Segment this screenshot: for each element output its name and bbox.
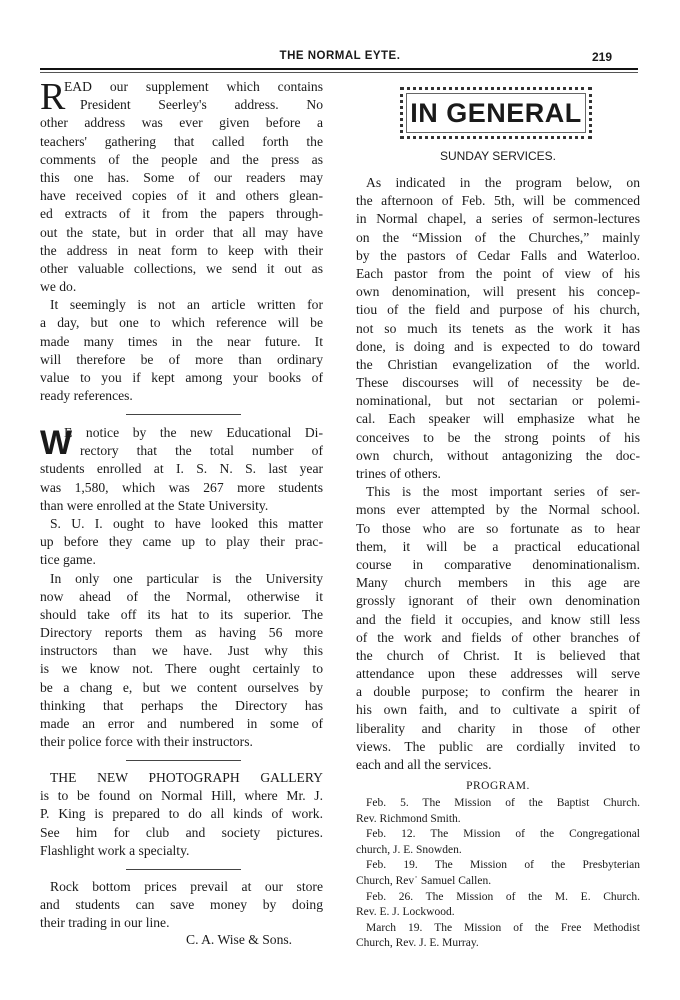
text-line: a double purpose; to confirm the hearer in (356, 684, 640, 700)
text-line: their police force with their instructors. (40, 734, 253, 750)
paragraph (356, 483, 640, 774)
text-line: is to be found on Normal Hill, where Mr. J. (40, 788, 323, 804)
text-line: In only one particular is the University (50, 570, 323, 586)
page-number: 219 (592, 50, 613, 64)
text-line: See him for club and society pictures. (40, 824, 323, 840)
text-line: not so much its tenets as the work it has (356, 320, 640, 336)
text-line: now ahead of the Normal, otherwise it (40, 588, 323, 604)
paragraph (40, 570, 323, 752)
text-line: up before they came up to play their prac- (40, 534, 323, 550)
text-line: grossly ignorant of their own denomination (356, 593, 640, 609)
text-line: in Normal chapel, a series of sermon-lectures (356, 211, 640, 227)
text-line: the Christian evangelization of the world. (356, 356, 640, 372)
text-line: we do. (40, 279, 77, 295)
text-line: a day, but one to which reference will be (40, 315, 323, 331)
text-line: out the state, but in order that all may have (40, 224, 323, 240)
text-line: their trading in our line. (40, 915, 170, 931)
text-line: Feb. 19. The Mission of the Presbyterian (366, 859, 640, 872)
text-line: nominational, but not sectarian or polemi- (356, 393, 640, 409)
text-line: These discourses will of necessity be de- (356, 375, 640, 391)
section-banner: IN GENERAL (400, 87, 592, 139)
text-line: Directory reports them as having 56 more (40, 625, 323, 641)
text-line: ready references. (40, 388, 133, 404)
text-line: ed extracts of it from the papers through- (40, 206, 323, 222)
text-line: It seemingly is not an article written for (50, 297, 323, 313)
text-line: each and all the services. (356, 757, 492, 772)
text-line: Many church members in this age are (356, 575, 640, 591)
text-line: value to you if kept among your books of (40, 370, 323, 385)
text-line: own church, without antagonizing the doc- (356, 447, 640, 463)
text-line: teachers' gathering that called forth the (40, 133, 323, 149)
program-list (356, 796, 640, 952)
paragraph (40, 769, 323, 860)
text-line: trines of others. (356, 466, 441, 481)
text-line: by the pastors of Cedar Falls and Waterloo. (356, 247, 640, 263)
text-line: will therefore be of more than ordinary (40, 351, 323, 367)
article-photograph-gallery (40, 769, 323, 860)
text-line: should take off its hat to its superior. The (40, 606, 323, 622)
divider (126, 414, 241, 415)
program-entry (356, 827, 640, 858)
text-line: This is the most important series of ser- (366, 484, 640, 500)
text-line: was 1,580, which was 267 more students (40, 479, 323, 495)
text-line: THE NEW PHOTOGRAPH GALLERY (50, 770, 323, 785)
text-line: attendance upon these addresses will serve (356, 666, 640, 682)
text-line: be a chang e, but we content ourselves by (40, 679, 323, 695)
text-line: Each pastor from the point of view of his (356, 265, 640, 281)
text-line: instructors than we have. Just why this (40, 643, 323, 659)
text-line: and the field it occupies, and know still less (356, 611, 640, 627)
text-line: this one has. Some of our readers may (40, 169, 323, 185)
article-wise-sons (40, 878, 323, 933)
text-line: E notice by the new Educational Di- (64, 425, 323, 440)
text-line: President Seerley's address. No (80, 97, 323, 113)
program-entry (356, 921, 640, 952)
text-line: done, is doing and is expected to do toward (356, 338, 640, 354)
text-line: and students can save money by doing (40, 897, 323, 913)
text-line: than were enrolled at the State University. (40, 497, 269, 513)
text-line: Feb. 5. The Mission of the Baptist Church. (366, 797, 640, 809)
text-line: his own faith, and to cultivate a spirit of (356, 702, 640, 718)
paragraph (40, 296, 323, 405)
text-line: other valuable collections, we send it out as (40, 260, 323, 276)
text-line: Rev. Richmond Smith. (356, 812, 461, 825)
text-line: of the work and fields of other branches of (356, 629, 640, 645)
text-line: cal. Each speaker will emphasize what he (356, 411, 640, 427)
text-line: P. King is prepared to do all kinds of work. (40, 806, 323, 822)
subheading: SUNDAY SERVICES. (439, 149, 557, 163)
text-line: S. U. I. ought to have looked this matter (50, 515, 323, 531)
divider (126, 869, 241, 870)
text-line: made an error and numbered in some of (40, 716, 323, 731)
text-line: students enrolled at I. S. N. S. last year (40, 461, 323, 477)
text-line: mons ever attempted by the Normal school. (356, 502, 640, 518)
text-line: Feb. 26. The Mission of the M. E. Church. (366, 890, 640, 903)
header-rule-thin (40, 72, 638, 73)
text-line: Rev. E. J. Lockwood. (356, 906, 455, 919)
text-line: the afternoon of Feb. 5th, will be commenced (356, 193, 640, 209)
text-line: Church, Rev. J. E. Murray. (356, 937, 479, 950)
text-line: have received copies of it and others glean- (40, 188, 323, 204)
drop-cap: R (40, 76, 66, 118)
text-line: To those who are so fortunate as to hear (356, 520, 640, 536)
text-line: own denomination, will present his concep- (356, 284, 640, 300)
text-line: the address in neat form to keep with their (40, 242, 323, 258)
text-line: them, it will be a practical educational (356, 538, 640, 554)
text-line: tice game. (40, 552, 96, 568)
text-line: on the “Mission of the Churches,” mainly (356, 229, 640, 245)
publication-title: THE NORMAL EYTE. (279, 50, 401, 62)
program-entry (356, 858, 640, 889)
paragraph (40, 424, 323, 515)
text-line: church, J. E. Snowden. (356, 843, 462, 856)
paragraph (40, 78, 323, 296)
text-line: rectory that the total number of (80, 443, 323, 459)
text-line: tiou of the field and purpose of his church, (356, 302, 640, 318)
program-entry (356, 796, 640, 827)
text-line: course in comparative denominationalism. (356, 556, 640, 572)
text-line: comments of the people and the press as (40, 151, 323, 167)
text-line: March 19. The Mission of the Free Methodist (366, 921, 640, 934)
text-line: Feb. 12. The Mission of the Congregational (366, 828, 640, 841)
program-entry (356, 890, 640, 921)
text-line: liberality and charity in those of other (356, 720, 640, 736)
drop-cap: W (40, 424, 73, 462)
paragraph (356, 174, 640, 483)
text-line: the church of Christ. It is believed that (356, 647, 640, 663)
text-line: other address was ever given before a (40, 115, 323, 131)
signature: C. A. Wise & Sons. (186, 932, 293, 947)
text-line: Rock bottom prices prevail at our store (50, 879, 323, 894)
article-directory (40, 424, 323, 751)
text-line: EAD our supplement which contains (64, 79, 323, 94)
text-line: Church, Rev˙ Samuel Callen. (356, 874, 492, 887)
text-line: views. The public are cordially invited to (356, 738, 640, 754)
article-sunday-services (356, 174, 640, 774)
text-line: is we know not. There ought certainly to (40, 661, 323, 677)
divider (126, 760, 241, 761)
header-rule (40, 68, 638, 70)
text-line: conceives to be the strong points of his (356, 429, 640, 445)
text-line: Flashlight work a specialty. (40, 842, 190, 858)
article-supplement (40, 78, 323, 405)
paragraph (40, 878, 323, 933)
text-line: made many times in the near future. It (40, 333, 323, 349)
paragraph (40, 515, 323, 570)
text-line: As indicated in the program below, on (366, 175, 640, 190)
program-title: PROGRAM. (466, 780, 530, 792)
text-line: thinking that perhaps the Directory has (40, 697, 323, 713)
